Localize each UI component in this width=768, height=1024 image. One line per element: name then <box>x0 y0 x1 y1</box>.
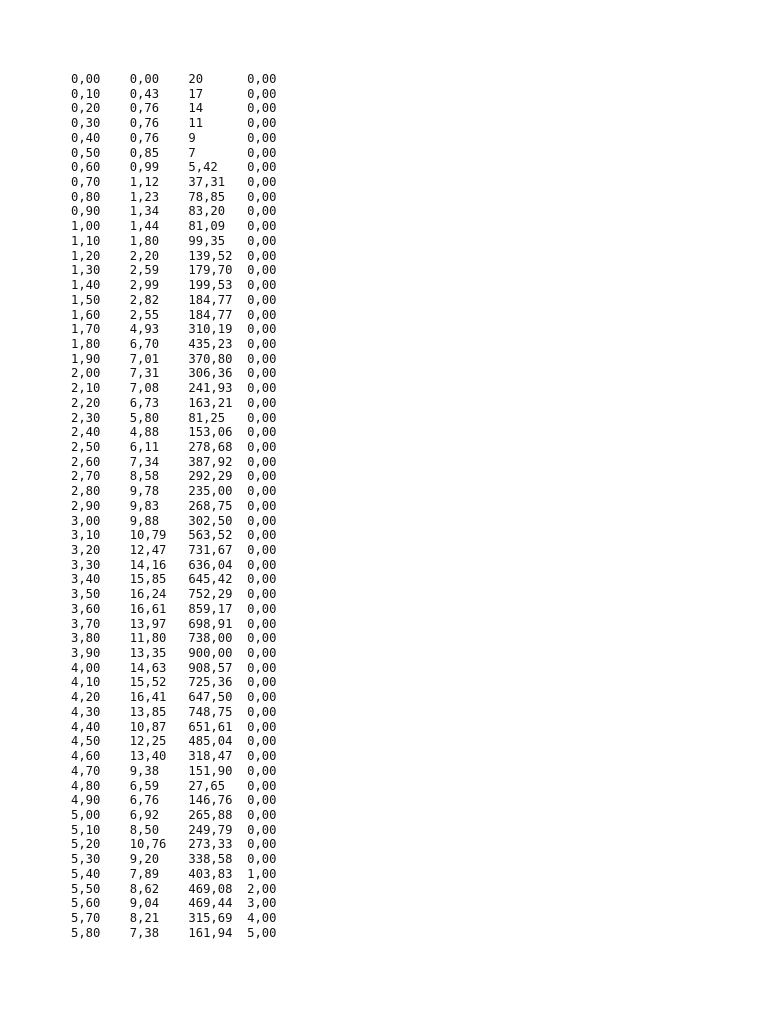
table-row: 0,20 0,76 14 0,00 <box>71 101 277 116</box>
table-row: 5,50 8,62 469,08 2,00 <box>71 881 277 896</box>
table-row: 1,80 6,70 435,23 0,00 <box>71 336 277 351</box>
table-row: 3,30 14,16 636,04 0,00 <box>71 557 277 572</box>
table-row: 3,70 13,97 698,91 0,00 <box>71 616 277 631</box>
table-row: 2,20 6,73 163,21 0,00 <box>71 395 277 410</box>
table-row: 2,70 8,58 292,29 0,00 <box>71 469 277 484</box>
table-row: 4,80 6,59 27,65 0,00 <box>71 778 277 793</box>
table-row: 0,90 1,34 83,20 0,00 <box>71 204 277 219</box>
table-row: 3,20 12,47 731,67 0,00 <box>71 543 277 557</box>
table-row: 0,50 0,85 7 0,00 <box>71 145 277 160</box>
table-row: 2,80 9,78 235,00 0,00 <box>71 484 277 499</box>
table-row: 4,70 9,38 151,90 0,00 <box>71 763 277 778</box>
table-row: 5,00 6,92 265,88 0,00 <box>71 807 277 822</box>
table-row: 1,30 2,59 179,70 0,00 <box>71 263 277 278</box>
table-row: 3,00 9,88 302,50 0,00 <box>71 513 277 528</box>
table-row: 5,30 9,20 338,58 0,00 <box>71 852 277 867</box>
table-row: 4,60 13,40 318,47 0,00 <box>71 749 277 764</box>
table-row: 3,50 16,24 752,29 0,00 <box>71 587 277 602</box>
table-row: 4,10 15,52 725,36 0,00 <box>71 675 277 690</box>
data-table-text <box>71 72 276 940</box>
table-row: 1,90 7,01 370,80 0,00 <box>71 351 277 366</box>
table-row: 4,40 10,87 651,61 0,00 <box>71 719 277 734</box>
table-row: 4,20 16,41 647,50 0,00 <box>71 690 277 705</box>
table-row: 2,50 6,11 278,68 0,00 <box>71 439 277 454</box>
table-row: 5,80 7,38 161,94 5,00 <box>71 925 277 940</box>
table-row: 5,20 10,76 273,33 0,00 <box>71 837 277 852</box>
table-row: 2,40 4,88 153,06 0,00 <box>71 425 277 440</box>
table-row: 0,10 0,43 17 0,00 <box>71 86 277 101</box>
table-row: 2,60 7,34 387,92 0,00 <box>71 454 277 469</box>
table-row: 5,40 7,89 403,83 1,00 <box>71 866 277 881</box>
table-row: 2,10 7,08 241,93 0,00 <box>71 381 277 396</box>
table-row: 3,80 11,80 738,00 0,00 <box>71 631 277 646</box>
table-row: 1,40 2,99 199,53 0,00 <box>71 278 277 293</box>
table-row: 4,50 12,25 485,04 0,00 <box>71 734 277 749</box>
table-row: 5,60 9,04 469,44 3,00 <box>71 896 277 911</box>
table-row: 1,60 2,55 184,77 0,00 <box>71 307 277 322</box>
table-row: 2,00 7,31 306,36 0,00 <box>71 366 277 381</box>
table-row: 1,00 1,44 81,09 0,00 <box>71 219 277 234</box>
table-row: 4,30 13,85 748,75 0,00 <box>71 704 277 719</box>
table-row: 1,50 2,82 184,77 0,00 <box>71 292 277 307</box>
table-row: 3,60 16,61 859,17 0,00 <box>71 601 277 616</box>
table-row: 1,20 2,20 139,52 0,00 <box>71 248 277 263</box>
table-row: 2,30 5,80 81,25 0,00 <box>71 410 277 425</box>
table-row: 0,70 1,12 37,31 0,00 <box>71 175 277 190</box>
table-row: 3,90 13,35 900,00 0,00 <box>71 646 277 661</box>
table-row: 2,90 9,83 268,75 0,00 <box>71 498 277 513</box>
table-row: 3,40 15,85 645,42 0,00 <box>71 572 277 587</box>
table-row: 5,70 8,21 315,69 4,00 <box>71 910 277 925</box>
table-row: 4,90 6,76 146,76 0,00 <box>71 793 277 808</box>
table-row: 1,70 4,93 310,19 0,00 <box>71 322 277 337</box>
table-row: 4,00 14,63 908,57 0,00 <box>71 660 277 675</box>
table-row: 0,30 0,76 11 0,00 <box>71 116 277 131</box>
table-row: 0,60 0,99 5,42 0,00 <box>71 160 277 175</box>
table-row: 0,80 1,23 78,85 0,00 <box>71 189 277 204</box>
table-row: 1,10 1,80 99,35 0,00 <box>71 233 277 248</box>
table-row: 0,40 0,76 9 0,00 <box>71 130 277 145</box>
table-row: 3,10 10,79 563,52 0,00 <box>71 528 277 543</box>
table-row: 5,10 8,50 249,79 0,00 <box>71 822 277 837</box>
table-row: 0,00 0,00 20 0,00 <box>71 72 277 86</box>
